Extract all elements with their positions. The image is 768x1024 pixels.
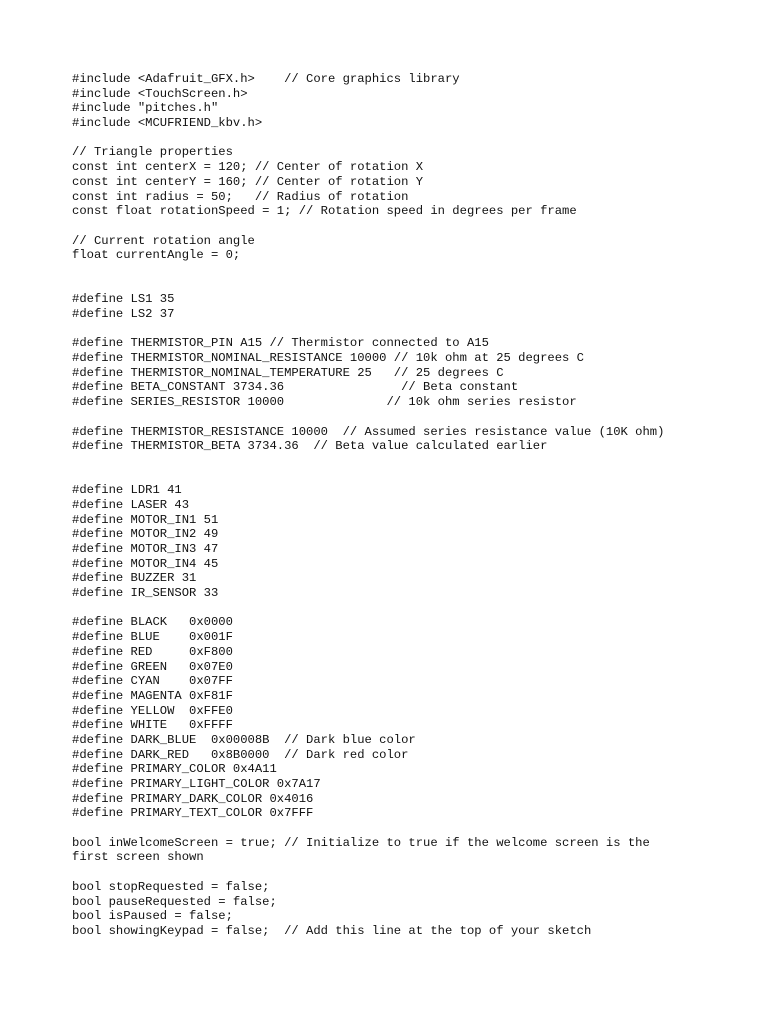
code-line: #define CYAN 0x07FF [72, 674, 233, 689]
blank-line [72, 278, 732, 293]
code-line: #define MAGENTA 0xF81F [72, 688, 233, 703]
code-line: float currentAngle = 0; [72, 248, 241, 263]
blank-line [72, 219, 732, 234]
blank-line [72, 601, 732, 616]
code-line: #define RED 0xF800 [72, 644, 233, 659]
code-line: #define THERMISTOR_RESISTANCE 10000 // Assumed series resistance value (10K ohm) [72, 424, 665, 439]
code-line: bool showingKeypad = false; // Add this line at the top of your sketch [72, 923, 592, 938]
code-line: #define BUZZER 31 [72, 571, 197, 586]
code-line: #define BLUE 0x001F [72, 630, 233, 645]
code-line: #define BLACK 0x0000 [72, 615, 233, 630]
code-line: #define LS1 35 [72, 292, 175, 307]
blank-line [72, 454, 732, 469]
code-line: #define MOTOR_IN1 51 [72, 512, 219, 527]
code-line: #define LASER 43 [72, 497, 190, 512]
code-line: const float rotationSpeed = 1; // Rotation speed in degrees per frame [72, 204, 577, 219]
blank-line [72, 410, 732, 425]
code-line: first screen shown [72, 850, 204, 865]
code-line: #define SERIES_RESISTOR 10000 // 10k ohm series resistor [72, 395, 577, 410]
blank-line [72, 131, 732, 146]
code-line: bool pauseRequested = false; [72, 894, 277, 909]
code-line: #define DARK_RED 0x8B0000 // Dark red color [72, 747, 409, 762]
code-line: #define GREEN 0x07E0 [72, 659, 233, 674]
blank-line [72, 322, 732, 337]
code-line: #define THERMISTOR_NOMINAL_RESISTANCE 10000 // 10k ohm at 25 degrees C [72, 351, 584, 366]
code-line: const int centerY = 160; // Center of rotation Y [72, 174, 424, 189]
code-line: #define DARK_BLUE 0x00008B // Dark blue color [72, 732, 416, 747]
code-line: #include <Adafruit_GFX.h> // Core graphics library [72, 72, 460, 86]
code-line: #define PRIMARY_LIGHT_COLOR 0x7A17 [72, 777, 321, 791]
code-line: #include "pitches.h" [72, 101, 219, 116]
code-line: // Current rotation angle [72, 233, 255, 248]
code-line: #include <MCUFRIEND_kbv.h> [72, 116, 263, 131]
code-line: bool stopRequested = false; [72, 879, 270, 894]
code-line: #define THERMISTOR_NOMINAL_TEMPERATURE 25 // 25 degrees C [72, 365, 504, 380]
blank-line [72, 865, 732, 880]
code-document [72, 72, 732, 939]
code-line: #define THERMISTOR_PIN A15 // Thermistor connected to A15 [72, 336, 489, 351]
code-line: #define IR_SENSOR 33 [72, 586, 219, 601]
code-line: #define THERMISTOR_BETA 3734.36 // Beta value calculated earlier [72, 439, 548, 454]
code-line: #define MOTOR_IN4 45 [72, 556, 219, 571]
code-line: #define PRIMARY_COLOR 0x4A11 [72, 762, 277, 777]
code-line: #define YELLOW 0xFFE0 [72, 703, 233, 718]
code-line: #include <TouchScreen.h> [72, 86, 248, 101]
blank-line [72, 469, 732, 484]
code-line: const int radius = 50; // Radius of rotation [72, 189, 409, 204]
blank-line [72, 821, 732, 836]
code-line: #define PRIMARY_TEXT_COLOR 0x7FFF [72, 806, 314, 821]
blank-line [72, 263, 732, 278]
code-line: #define PRIMARY_DARK_COLOR 0x4016 [72, 791, 314, 806]
code-line: #define MOTOR_IN3 47 [72, 542, 219, 556]
code-line: // Triangle properties [72, 145, 233, 160]
code-line: bool isPaused = false; [72, 909, 233, 924]
code-line: #define LDR1 41 [72, 483, 182, 498]
code-line: const int centerX = 120; // Center of rotation X [72, 160, 424, 175]
code-line: #define BETA_CONSTANT 3734.36 // Beta constant [72, 380, 519, 395]
code-line: #define WHITE 0xFFFF [72, 718, 233, 733]
code-line: #define LS2 37 [72, 307, 175, 321]
code-line: bool inWelcomeScreen = true; // Initialize to true if the welcome screen is the [72, 835, 650, 850]
code-line: #define MOTOR_IN2 49 [72, 527, 219, 542]
